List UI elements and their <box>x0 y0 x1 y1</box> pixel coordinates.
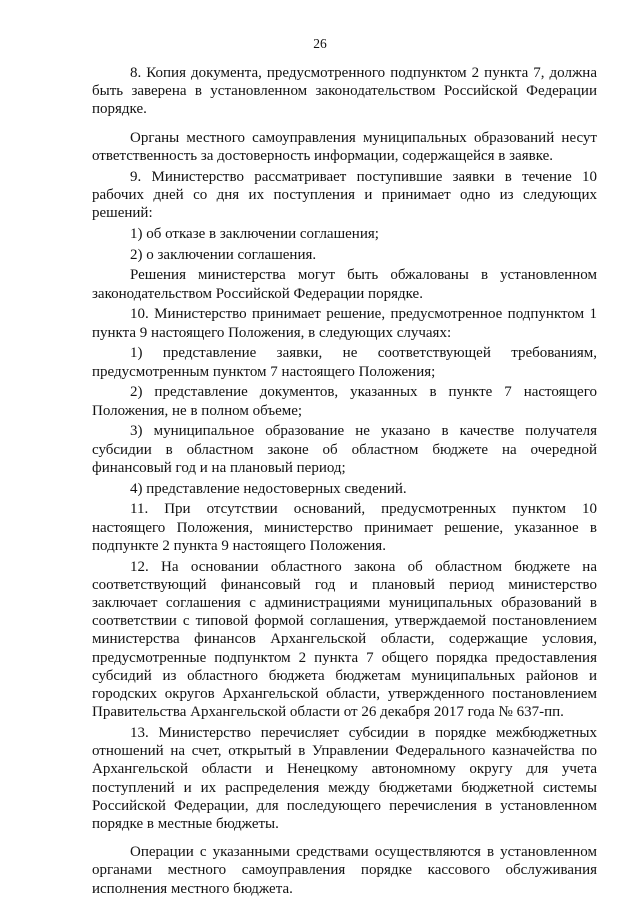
paragraph-9-item-2: 2) о заключении соглашения. <box>130 246 317 263</box>
paragraph-responsibility: Органы местного самоуправления муниципальных образований несут ответственность за достоверность информации, содержащейся в заявке. <box>92 129 597 164</box>
paragraph-9: 9. Министерство рассматривает поступившие заявки в течение 10 рабочих дней со дня их поступления и принимает одно из следующих решений: <box>92 168 597 222</box>
paragraph-10-item-3: 3) муниципальное образование не указано в качестве получателя субсидии в областном законе об областном бюджете на очередной финансовый год и на плановый период; <box>92 423 597 476</box>
paragraph-operations: Операции с указанными средствами осуществляются в установленном органами местного самоуправления порядке кассового обслуживания исполнения местного бюджета. <box>92 844 597 897</box>
paragraph-9-item-1: 1) об отказе в заключении соглашения; <box>130 225 379 242</box>
paragraph-10-item-4: 4) представление недостоверных сведений. <box>130 480 407 497</box>
paragraph-13: 13. Министерство перечисляет субсидии в порядке межбюджетных отношений на счет, открытый в Управлении Федерального казначейства по Архангельской области и Ненецкому автономному округу для учета поступлений и их распределения между бюджетами бюджетной системы Российской Федерации, для последующего перечисления в установленном порядке в местные бюджеты. <box>92 725 597 833</box>
paragraph-10-item-2: 2) представление документов, указанных в пункте 7 настоящего Положения, не в полном объеме; <box>92 384 597 419</box>
paragraph-10-item-1: 1) представление заявки, не соответствующей требованиям, предусмотренным пунктом 7 настоящего Положения; <box>92 345 597 380</box>
paragraph-11: 11. При отсутствии оснований, предусмотренных пунктом 10 настоящего Положения, министерство принимает решение, указанное в подпункте 2 пункта 9 настоящего Положения. <box>92 501 597 554</box>
page-number: 26 <box>313 36 327 51</box>
document-body <box>92 64 597 900</box>
paragraph-8: 8. Копия документа, предусмотренного подпунктом 2 пункта 7, должна быть заверена в установленном законодательством Российской Федерации порядке. <box>92 65 597 118</box>
paragraph-appeal: Решения министерства могут быть обжалованы в установленном законодательством Российской Федерации порядке. <box>92 267 597 302</box>
paragraph-12: 12. На основании областного закона об областном бюджете на соответствующий финансовый год и плановый период министерство заключает соглашения с администрациями муниципальных образований в соответствии с типовой формой соглашения, утверждаемой постановлением министерства финансов Архангельской области, содержащие условия, предусмотренные подпунктом 2 пункта 7 общего порядка предоставления субсидий из областного бюджета бюджетам муниципальных районов и городских округов Архангельской области, утвержденного постановлением Правительства Архангельской области от 26 декабря 2017 года № 637-пп. <box>92 558 597 721</box>
paragraph-10: 10. Министерство принимает решение, предусмотренное подпунктом 1 пункта 9 настоящего Положения, в следующих случаях: <box>92 306 597 341</box>
